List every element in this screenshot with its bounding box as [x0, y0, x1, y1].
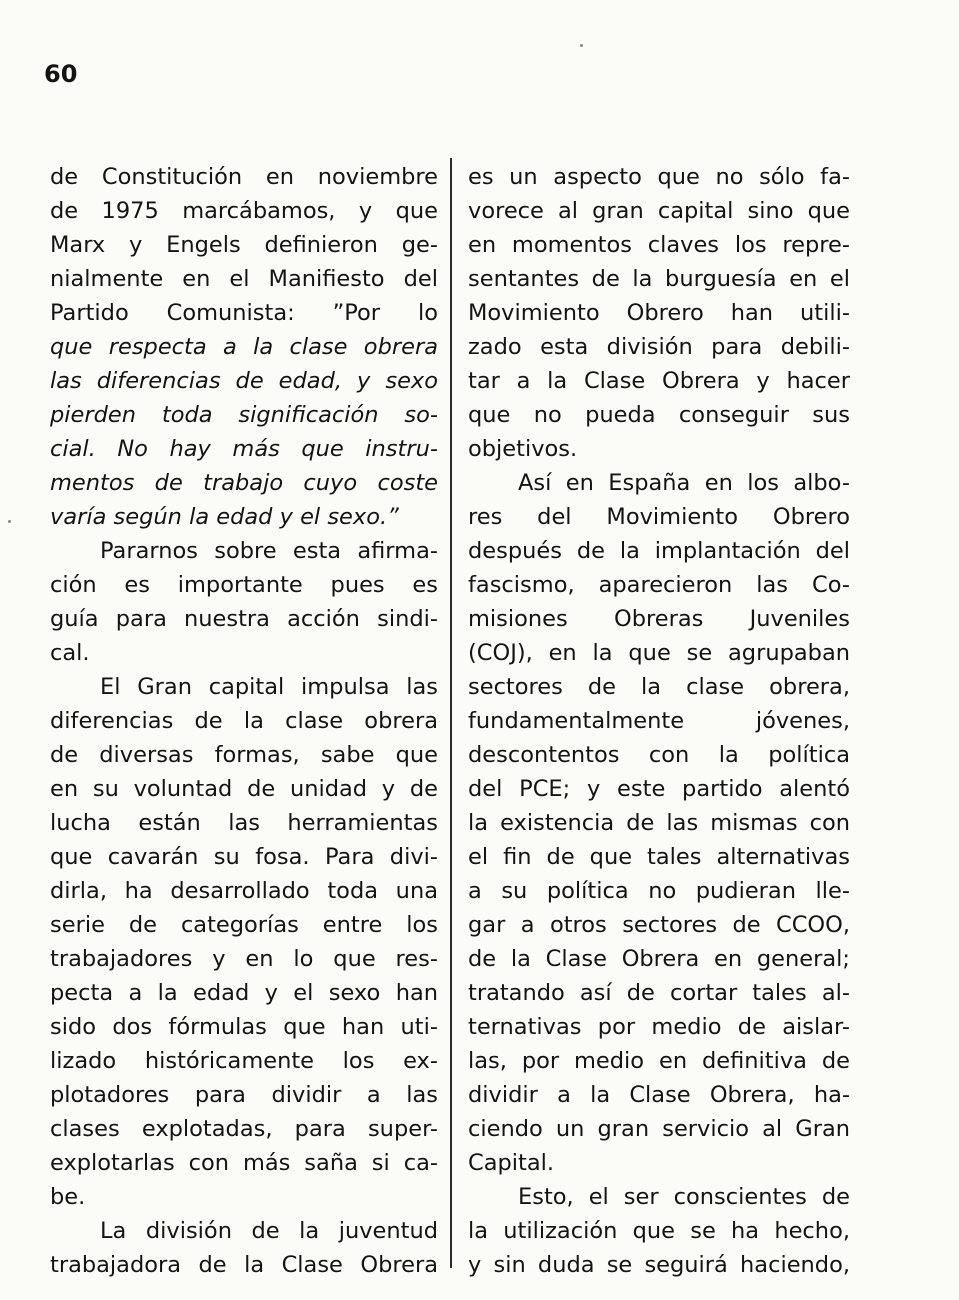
text-line: pierden toda significación so-	[50, 402, 438, 428]
text-line: Movimiento Obrero han utili-	[468, 300, 850, 326]
text-line: dividir a la Clase Obrera, ha-	[468, 1082, 850, 1108]
text-line: la utilización que se ha hecho,	[468, 1218, 850, 1244]
text-line: fundamentalmente jóvenes,	[468, 708, 850, 734]
text-line: descontentos con la política	[468, 742, 850, 768]
text-line: El Gran capital impulsa las	[100, 674, 438, 700]
text-line: el fin de que tales alternativas	[468, 844, 850, 870]
text-line: que respecta a la clase obrera	[50, 334, 438, 360]
text-line: la existencia de las mismas con	[468, 810, 850, 836]
text-line: después de la implantación del	[468, 538, 850, 564]
text-line: en su voluntad de unidad y de	[50, 776, 438, 802]
text-line: varía según la edad y el sexo.”	[50, 504, 399, 530]
text-line: pecta a la edad y el sexo han	[50, 980, 438, 1006]
text-line: sectores de la clase obrera,	[468, 674, 850, 700]
page-number: 60	[44, 60, 78, 88]
text-line: Pararnos sobre esta afirma-	[100, 538, 438, 564]
text-line: serie de categorías entre los	[50, 912, 438, 938]
text-line: clases explotadas, para super-	[50, 1116, 438, 1142]
text-line: Esto, el ser conscientes de	[518, 1184, 850, 1210]
text-line: lucha están las herramientas	[50, 810, 438, 836]
text-line: mentos de trabajo cuyo coste	[50, 470, 438, 496]
text-line: res del Movimiento Obrero	[468, 504, 850, 530]
text-line: ción es importante pues es	[50, 572, 438, 598]
text-line: dirla, ha desarrollado toda una	[50, 878, 438, 904]
text-line: gar a otros sectores de CCOO,	[468, 912, 850, 938]
text-line: trabajadora de la Clase Obrera	[50, 1252, 438, 1278]
text-line: Capital.	[468, 1150, 555, 1176]
scan-speck	[580, 44, 583, 47]
column-divider	[450, 158, 452, 1268]
text-line: diferencias de la clase obrera	[50, 708, 438, 734]
text-line: sido dos fórmulas que han uti-	[50, 1014, 438, 1040]
text-line: sentantes de la burguesía en el	[468, 266, 850, 292]
text-line: guía para nuestra acción sindi-	[50, 606, 438, 632]
scan-speck	[8, 520, 11, 523]
text-line: cial. No hay más que instru-	[50, 436, 438, 462]
text-line: ciendo un gran servicio al Gran	[468, 1116, 850, 1142]
text-line: explotarlas con más saña si ca-	[50, 1150, 438, 1176]
text-line: tratando así de cortar tales al-	[468, 980, 850, 1006]
text-line: objetivos.	[468, 436, 578, 462]
text-line: lizado históricamente los ex-	[50, 1048, 438, 1074]
text-line: de diversas formas, sabe que	[50, 742, 438, 768]
text-line: trabajadores y en lo que res-	[50, 946, 438, 972]
text-line: Así en España en los albo-	[518, 470, 850, 496]
text-line: Marx y Engels definieron ge-	[50, 232, 438, 258]
text-line: a su política no pudieran lle-	[468, 878, 850, 904]
text-line: plotadores para dividir a las	[50, 1082, 438, 1108]
text-line: be.	[50, 1184, 86, 1210]
text-line: fascismo, aparecieron las Co-	[468, 572, 850, 598]
text-line: zado esta división para debili-	[468, 334, 850, 360]
text-line: que no pueda conseguir sus	[468, 402, 850, 428]
text-line: que cavarán su fosa. Para divi-	[50, 844, 438, 870]
text-line: de Constitución en noviembre	[50, 164, 438, 190]
text-line: del PCE; y este partido alentó	[468, 776, 850, 802]
text-line: Partido Comunista: ”Por lo	[50, 300, 438, 326]
text-line: ternativas por medio de aislar-	[468, 1014, 850, 1040]
text-line: tar a la Clase Obrera y hacer	[468, 368, 850, 394]
text-line: y sin duda se seguirá haciendo,	[468, 1252, 850, 1278]
text-line: misiones Obreras Juveniles	[468, 606, 850, 632]
text-line: de 1975 marcábamos, y que	[50, 198, 438, 224]
text-line: nialmente en el Manifiesto del	[50, 266, 438, 292]
text-line: (COJ), en la que se agrupaban	[468, 640, 850, 666]
text-line: las, por medio en definitiva de	[468, 1048, 850, 1074]
text-line: en momentos claves los repre-	[468, 232, 850, 258]
text-line: vorece al gran capital sino que	[468, 198, 850, 224]
right-column	[468, 160, 850, 1282]
text-line: La división de la juventud	[100, 1218, 438, 1244]
text-line: de la Clase Obrera en general;	[468, 946, 850, 972]
text-line: las diferencias de edad, y sexo	[50, 368, 438, 394]
text-line: cal.	[50, 640, 90, 666]
text-line: es un aspecto que no sólo fa-	[468, 164, 850, 190]
left-column	[50, 160, 438, 1282]
